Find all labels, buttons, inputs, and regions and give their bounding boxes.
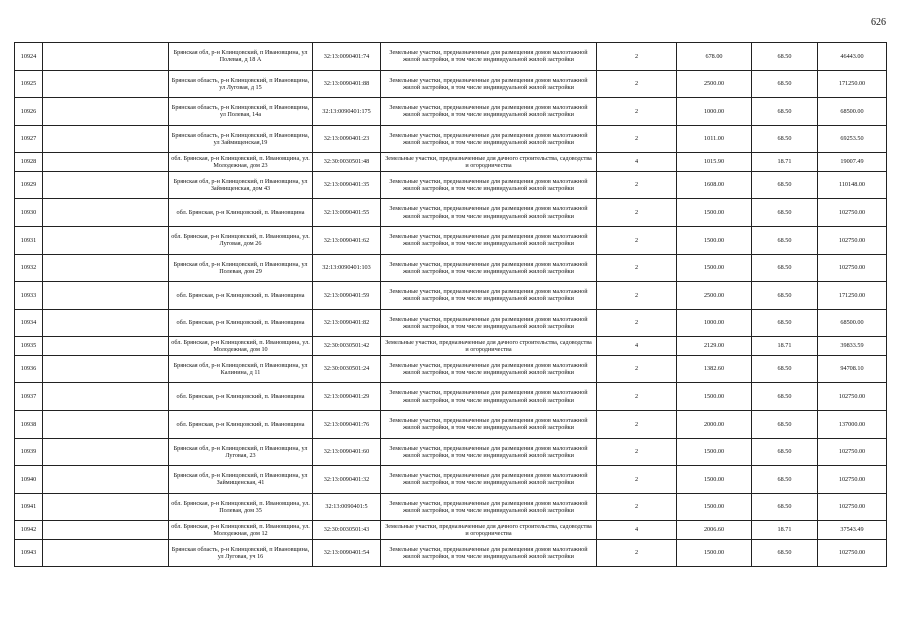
table-row [15, 254, 887, 282]
land-use-cell: Земельные участки, предназначенные для размещения домов малоэтажной жилой застройки, в том числе индивидуальной жилой застройки [381, 254, 597, 282]
category-cell: 4 [597, 153, 677, 171]
address-cell: обл. Брянская, р-н Клинцовский, п. Ивановщина, ул. Молодежная, дом 12 [169, 521, 313, 539]
cadastral-number-cell: 32:30:0030501:43 [313, 521, 381, 539]
row-number-cell: 10934 [15, 309, 43, 337]
address-cell: Брянская обл, р-н Клинцовский, п Ивановщина, ул Луговая, 23 [169, 438, 313, 466]
table-row [15, 309, 887, 337]
empty-cell [43, 125, 169, 153]
row-number-cell: 10927 [15, 125, 43, 153]
address-cell: обл. Брянская, р-н Клинцовский, п. Ивановщина, ул. Луговая, дом 26 [169, 226, 313, 254]
rate-cell: 68.50 [752, 539, 818, 567]
area-cell: 1000.00 [677, 98, 752, 126]
empty-cell [43, 383, 169, 411]
address-cell: Брянская обл, р-н Клинцовский, п Ивановщина, ул Калинина, д 11 [169, 355, 313, 383]
land-use-cell: Земельные участки, предназначенные для дачного строительства, садоводства и огородничества [381, 153, 597, 171]
rate-cell: 68.50 [752, 125, 818, 153]
cadastral-value-cell: 102750.00 [818, 226, 887, 254]
cadastral-number-cell: 32:13:0090401:35 [313, 171, 381, 199]
row-number-cell: 10935 [15, 337, 43, 355]
address-cell: Брянская обл, р-н Клинцовский, п Ивановщина, ул Полевая, д 18 А [169, 43, 313, 71]
cadastral-value-cell: 102750.00 [818, 383, 887, 411]
area-cell: 1500.00 [677, 383, 752, 411]
table-row [15, 493, 887, 521]
category-cell: 2 [597, 254, 677, 282]
empty-cell [43, 199, 169, 227]
row-number-cell: 10936 [15, 355, 43, 383]
row-number-cell: 10925 [15, 70, 43, 98]
cadastral-number-cell: 32:13:0090401:55 [313, 199, 381, 227]
area-cell: 1500.00 [677, 539, 752, 567]
table-row [15, 539, 887, 567]
cadastral-value-cell: 19007.49 [818, 153, 887, 171]
land-use-cell: Земельные участки, предназначенные для дачного строительства, садоводства и огородничества [381, 337, 597, 355]
address-cell: Брянская область, р-н Клинцовский, п Ивановщина, ул Луговая, уч 16 [169, 539, 313, 567]
area-cell: 1382.60 [677, 355, 752, 383]
area-cell: 678.00 [677, 43, 752, 71]
table-row [15, 466, 887, 494]
cadastral-value-cell: 102750.00 [818, 466, 887, 494]
cadastral-value-cell: 46443.00 [818, 43, 887, 71]
category-cell: 2 [597, 539, 677, 567]
area-cell: 1500.00 [677, 466, 752, 494]
area-cell: 1000.00 [677, 309, 752, 337]
address-cell: обл. Брянская, р-н Клинцовский, п. Ивановщина, ул. Молодежная, дом 23 [169, 153, 313, 171]
area-cell: 1500.00 [677, 254, 752, 282]
row-number-cell: 10931 [15, 226, 43, 254]
land-use-cell: Земельные участки, предназначенные для размещения домов малоэтажной жилой застройки, в том числе индивидуальной жилой застройки [381, 125, 597, 153]
rate-cell: 68.50 [752, 309, 818, 337]
row-number-cell: 10937 [15, 383, 43, 411]
cadastral-value-cell: 137000.00 [818, 410, 887, 438]
category-cell: 2 [597, 383, 677, 411]
land-use-cell: Земельные участки, предназначенные для размещения домов малоэтажной жилой застройки, в том числе индивидуальной жилой застройки [381, 383, 597, 411]
category-cell: 2 [597, 98, 677, 126]
table-row [15, 521, 887, 539]
cadastral-number-cell: 32:13:0090401:29 [313, 383, 381, 411]
table-row [15, 337, 887, 355]
table-row [15, 199, 887, 227]
table-row [15, 98, 887, 126]
rate-cell: 68.50 [752, 70, 818, 98]
rate-cell: 68.50 [752, 355, 818, 383]
category-cell: 2 [597, 125, 677, 153]
rate-cell: 68.50 [752, 254, 818, 282]
cadastral-number-cell: 32:13:0090401:74 [313, 43, 381, 71]
address-cell: обл. Брянская, р-н Клинцовский, п. Ивановщина [169, 383, 313, 411]
empty-cell [43, 410, 169, 438]
cadastral-value-cell: 102750.00 [818, 199, 887, 227]
address-cell: Брянская область, р-н Клинцовский, п Ивановщина, ул Займищенская,19 [169, 125, 313, 153]
cadastral-number-cell: 32:13:0090401:54 [313, 539, 381, 567]
area-cell: 1015.90 [677, 153, 752, 171]
table-row [15, 70, 887, 98]
address-cell: обл. Брянская, р-н Клинцовский, п. Ивановщина [169, 282, 313, 310]
rate-cell: 68.50 [752, 199, 818, 227]
area-cell: 2500.00 [677, 70, 752, 98]
land-use-cell: Земельные участки, предназначенные для размещения домов малоэтажной жилой застройки, в том числе индивидуальной жилой застройки [381, 43, 597, 71]
cadastral-value-cell: 68500.00 [818, 98, 887, 126]
rate-cell: 68.50 [752, 98, 818, 126]
cadastral-value-table [14, 42, 887, 567]
area-cell: 1500.00 [677, 438, 752, 466]
address-cell: Брянская область, р-н Клинцовский, п Ивановщина, ул Полевая, 14а [169, 98, 313, 126]
address-cell: Брянская область, р-н Клинцовский, п Ивановщина, ул Луговая, д 15 [169, 70, 313, 98]
area-cell: 1500.00 [677, 493, 752, 521]
row-number-cell: 10926 [15, 98, 43, 126]
category-cell: 2 [597, 70, 677, 98]
category-cell: 2 [597, 282, 677, 310]
land-use-cell: Земельные участки, предназначенные для размещения домов малоэтажной жилой застройки, в том числе индивидуальной жилой застройки [381, 309, 597, 337]
cadastral-number-cell: 32:30:0030501:42 [313, 337, 381, 355]
cadastral-number-cell: 32:13:0090401:59 [313, 282, 381, 310]
rate-cell: 18.71 [752, 153, 818, 171]
category-cell: 2 [597, 43, 677, 71]
cadastral-value-cell: 110148.00 [818, 171, 887, 199]
area-cell: 1011.00 [677, 125, 752, 153]
land-use-cell: Земельные участки, предназначенные для размещения домов малоэтажной жилой застройки, в том числе индивидуальной жилой застройки [381, 493, 597, 521]
cadastral-value-cell: 171250.00 [818, 70, 887, 98]
land-use-cell: Земельные участки, предназначенные для размещения домов малоэтажной жилой застройки, в том числе индивидуальной жилой застройки [381, 282, 597, 310]
area-cell: 2129.00 [677, 337, 752, 355]
address-cell: обл. Брянская, р-н Клинцовский, п. Ивановщина [169, 309, 313, 337]
cadastral-number-cell: 32:13:0090401:76 [313, 410, 381, 438]
cadastral-number-cell: 32:13:0090401:5 [313, 493, 381, 521]
cadastral-number-cell: 32:13:0090401:32 [313, 466, 381, 494]
cadastral-value-cell: 37543.49 [818, 521, 887, 539]
cadastral-value-cell: 102750.00 [818, 493, 887, 521]
land-use-cell: Земельные участки, предназначенные для размещения домов малоэтажной жилой застройки, в том числе индивидуальной жилой застройки [381, 410, 597, 438]
area-cell: 1500.00 [677, 199, 752, 227]
empty-cell [43, 466, 169, 494]
land-use-cell: Земельные участки, предназначенные для размещения домов малоэтажной жилой застройки, в том числе индивидуальной жилой застройки [381, 199, 597, 227]
rate-cell: 68.50 [752, 410, 818, 438]
area-cell: 1500.00 [677, 226, 752, 254]
empty-cell [43, 43, 169, 71]
row-number-cell: 10942 [15, 521, 43, 539]
land-use-cell: Земельные участки, предназначенные для дачного строительства, садоводства и огородничества [381, 521, 597, 539]
row-number-cell: 10933 [15, 282, 43, 310]
table-row [15, 438, 887, 466]
category-cell: 2 [597, 355, 677, 383]
table-row [15, 125, 887, 153]
cadastral-number-cell: 32:13:0090401:62 [313, 226, 381, 254]
cadastral-value-cell: 39833.59 [818, 337, 887, 355]
cadastral-number-cell: 32:13:0090401:82 [313, 309, 381, 337]
address-cell: Брянская обл, р-н Клинцовский, п Ивановщина, ул Займищенская, дом 43 [169, 171, 313, 199]
area-cell: 2006.60 [677, 521, 752, 539]
land-use-cell: Земельные участки, предназначенные для размещения домов малоэтажной жилой застройки, в том числе индивидуальной жилой застройки [381, 466, 597, 494]
row-number-cell: 10928 [15, 153, 43, 171]
table-row [15, 383, 887, 411]
category-cell: 2 [597, 309, 677, 337]
land-use-cell: Земельные участки, предназначенные для размещения домов малоэтажной жилой застройки, в том числе индивидуальной жилой застройки [381, 539, 597, 567]
rate-cell: 18.71 [752, 337, 818, 355]
row-number-cell: 10932 [15, 254, 43, 282]
cadastral-value-cell: 171250.00 [818, 282, 887, 310]
table-row [15, 153, 887, 171]
table-row [15, 226, 887, 254]
empty-cell [43, 521, 169, 539]
table-row [15, 355, 887, 383]
empty-cell [43, 98, 169, 126]
land-use-cell: Земельные участки, предназначенные для размещения домов малоэтажной жилой застройки, в том числе индивидуальной жилой застройки [381, 438, 597, 466]
empty-cell [43, 438, 169, 466]
area-cell: 2500.00 [677, 282, 752, 310]
land-use-cell: Земельные участки, предназначенные для размещения домов малоэтажной жилой застройки, в том числе индивидуальной жилой застройки [381, 98, 597, 126]
empty-cell [43, 493, 169, 521]
address-cell: обл. Брянская, р-н Клинцовский, п. Ивановщина [169, 410, 313, 438]
category-cell: 2 [597, 438, 677, 466]
address-cell: обл. Брянская, р-н Клинцовский, п. Ивановщина, ул. Полевая, дом 35 [169, 493, 313, 521]
address-cell: обл. Брянская, р-н Клинцовский, п. Ивановщина [169, 199, 313, 227]
row-number-cell: 10938 [15, 410, 43, 438]
rate-cell: 68.50 [752, 171, 818, 199]
empty-cell [43, 539, 169, 567]
row-number-cell: 10941 [15, 493, 43, 521]
land-use-cell: Земельные участки, предназначенные для размещения домов малоэтажной жилой застройки, в том числе индивидуальной жилой застройки [381, 171, 597, 199]
empty-cell [43, 355, 169, 383]
table-row [15, 171, 887, 199]
empty-cell [43, 70, 169, 98]
empty-cell [43, 226, 169, 254]
row-number-cell: 10943 [15, 539, 43, 567]
category-cell: 2 [597, 199, 677, 227]
table-row [15, 410, 887, 438]
cadastral-value-cell: 102750.00 [818, 254, 887, 282]
category-cell: 2 [597, 410, 677, 438]
row-number-cell: 10939 [15, 438, 43, 466]
rate-cell: 68.50 [752, 226, 818, 254]
row-number-cell: 10940 [15, 466, 43, 494]
rate-cell: 68.50 [752, 282, 818, 310]
empty-cell [43, 282, 169, 310]
rate-cell: 68.50 [752, 383, 818, 411]
empty-cell [43, 153, 169, 171]
empty-cell [43, 171, 169, 199]
cadastral-number-cell: 32:13:0090401:103 [313, 254, 381, 282]
row-number-cell: 10930 [15, 199, 43, 227]
empty-cell [43, 309, 169, 337]
rate-cell: 68.50 [752, 493, 818, 521]
row-number-cell: 10924 [15, 43, 43, 71]
cadastral-value-cell: 102750.00 [818, 539, 887, 567]
cadastral-number-cell: 32:30:0030501:48 [313, 153, 381, 171]
cadastral-number-cell: 32:13:0090401:23 [313, 125, 381, 153]
address-cell: Брянская обл, р-н Клинцовский, п Ивановщина, ул Полевая, дом 29 [169, 254, 313, 282]
row-number-cell: 10929 [15, 171, 43, 199]
category-cell: 4 [597, 337, 677, 355]
category-cell: 4 [597, 521, 677, 539]
table-row [15, 43, 887, 71]
rate-cell: 18.71 [752, 521, 818, 539]
cadastral-number-cell: 32:13:0090401:88 [313, 70, 381, 98]
empty-cell [43, 337, 169, 355]
cadastral-number-cell: 32:13:0090401:60 [313, 438, 381, 466]
cadastral-value-cell: 68500.00 [818, 309, 887, 337]
cadastral-value-cell: 102750.00 [818, 438, 887, 466]
cadastral-value-cell: 94708.10 [818, 355, 887, 383]
rate-cell: 68.50 [752, 43, 818, 71]
land-use-cell: Земельные участки, предназначенные для размещения домов малоэтажной жилой застройки, в том числе индивидуальной жилой застройки [381, 70, 597, 98]
area-cell: 2000.00 [677, 410, 752, 438]
cadastral-number-cell: 32:30:0030501:24 [313, 355, 381, 383]
cadastral-value-cell: 69253.50 [818, 125, 887, 153]
rate-cell: 68.50 [752, 466, 818, 494]
table-row [15, 282, 887, 310]
land-use-cell: Земельные участки, предназначенные для размещения домов малоэтажной жилой застройки, в том числе индивидуальной жилой застройки [381, 355, 597, 383]
category-cell: 2 [597, 226, 677, 254]
land-use-cell: Земельные участки, предназначенные для размещения домов малоэтажной жилой застройки, в том числе индивидуальной жилой застройки [381, 226, 597, 254]
page-number: 626 [871, 17, 886, 28]
address-cell: обл. Брянская, р-н Клинцовский, п. Ивановщина, ул. Молодежная, дом 10 [169, 337, 313, 355]
category-cell: 2 [597, 171, 677, 199]
empty-cell [43, 254, 169, 282]
rate-cell: 68.50 [752, 438, 818, 466]
category-cell: 2 [597, 493, 677, 521]
address-cell: Брянская обл, р-н Клинцовский, п Ивановщина, ул Займищенская, 41 [169, 466, 313, 494]
area-cell: 1608.00 [677, 171, 752, 199]
category-cell: 2 [597, 466, 677, 494]
cadastral-number-cell: 32:13:0090401:175 [313, 98, 381, 126]
